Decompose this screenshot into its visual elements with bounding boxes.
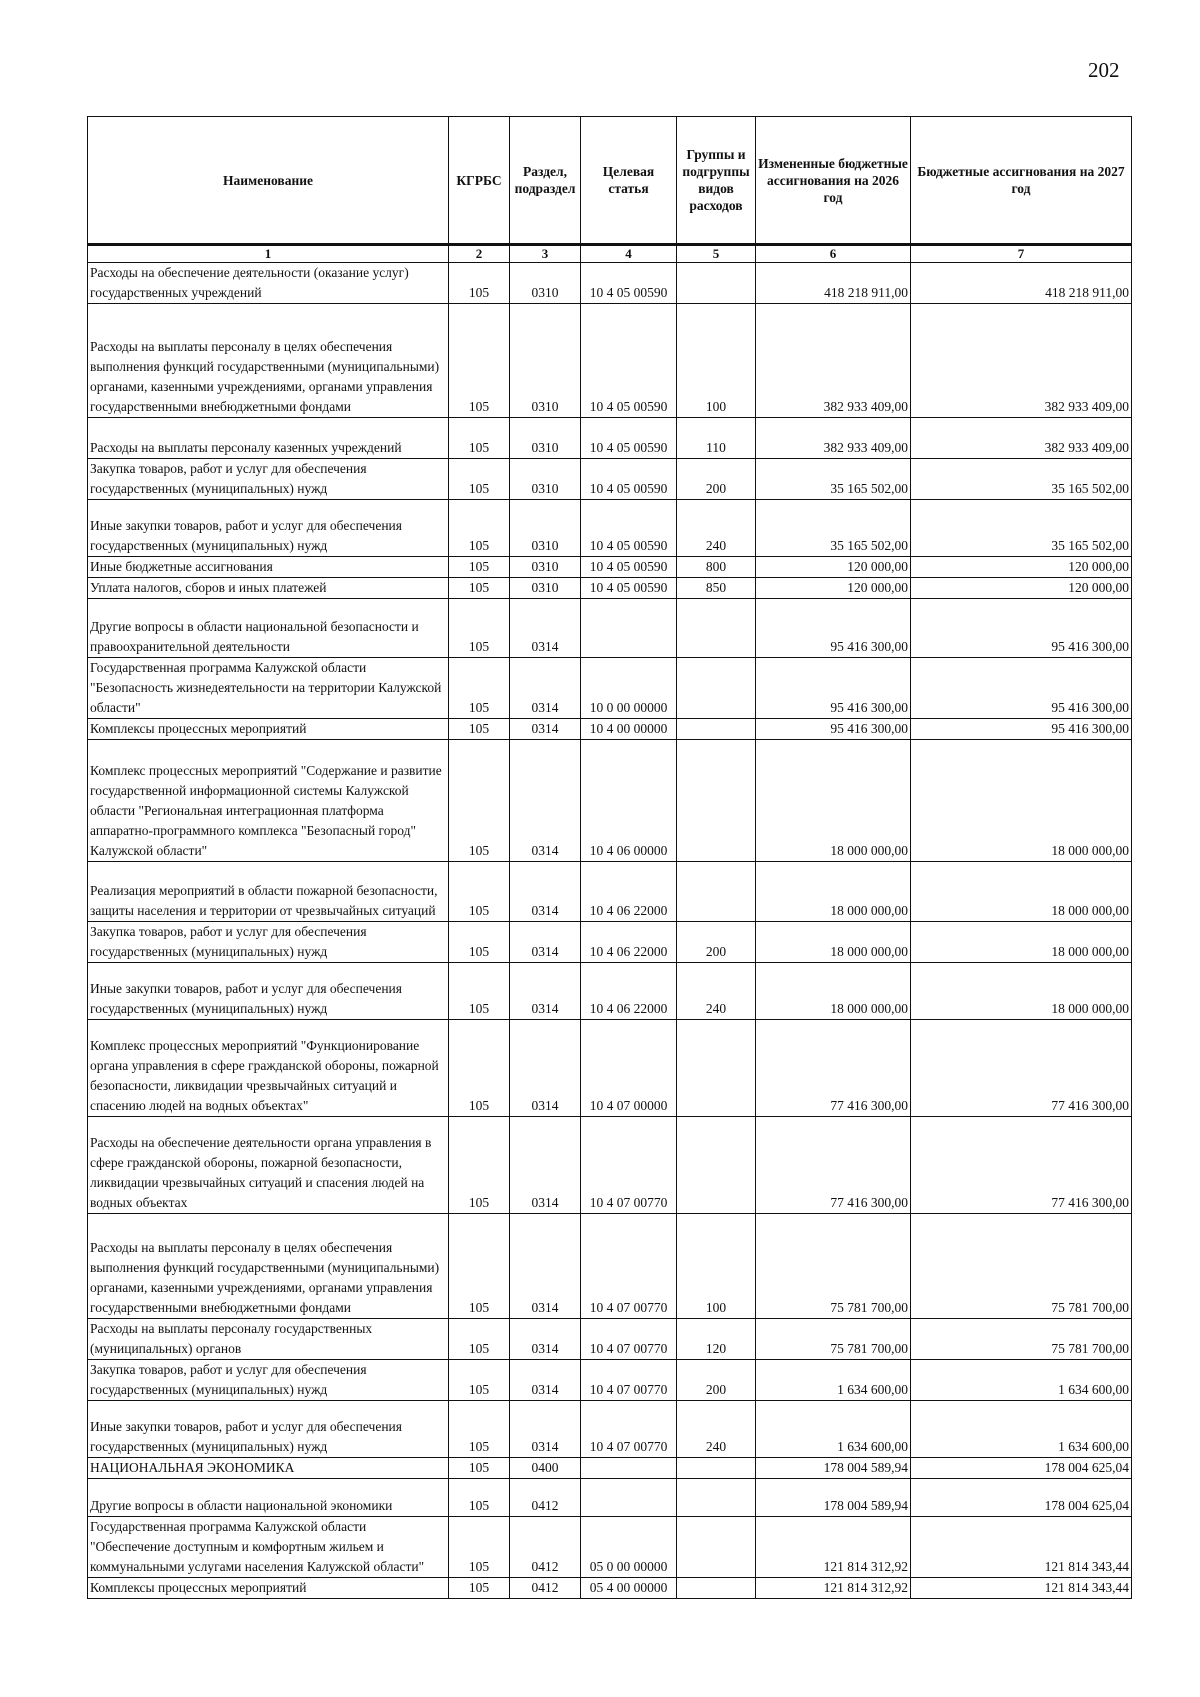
table-row bbox=[88, 500, 1132, 557]
table-row bbox=[88, 1578, 1132, 1599]
row-razdel: 0314 bbox=[510, 922, 581, 963]
row-kgrbs: 105 bbox=[449, 1360, 510, 1401]
row-vid bbox=[677, 658, 756, 719]
row-kgrbs: 105 bbox=[449, 557, 510, 578]
row-kgrbs: 105 bbox=[449, 1401, 510, 1458]
row-vid: 240 bbox=[677, 500, 756, 557]
row-celevaya: 05 4 00 00000 bbox=[581, 1578, 677, 1599]
header-celevaya: Целевая статья bbox=[581, 117, 677, 245]
row-celevaya: 10 4 05 00590 bbox=[581, 578, 677, 599]
row-sum2027: 1 634 600,00 bbox=[911, 1360, 1132, 1401]
row-celevaya: 10 4 07 00770 bbox=[581, 1214, 677, 1319]
row-name: Комплекс процессных мероприятий "Содержание и развитие государственной информационной системы Калужской области "Региональная интеграционная платформа аппаратно-программного комплекса "Безопасный город" Калужской области" bbox=[88, 740, 449, 862]
row-name: Закупка товаров, работ и услуг для обеспечения государственных (муниципальных) нужд bbox=[88, 1360, 449, 1401]
table-row bbox=[88, 1319, 1132, 1360]
row-name: Расходы на обеспечение деятельности (оказание услуг) государственных учреждений bbox=[88, 263, 449, 304]
row-celevaya: 10 4 05 00590 bbox=[581, 557, 677, 578]
row-razdel: 0314 bbox=[510, 862, 581, 922]
table-row bbox=[88, 1517, 1132, 1578]
row-sum2026: 120 000,00 bbox=[756, 578, 911, 599]
row-sum2026: 178 004 589,94 bbox=[756, 1479, 911, 1517]
row-razdel: 0412 bbox=[510, 1517, 581, 1578]
header-vid: Группы и подгруппы видов расходов bbox=[677, 117, 756, 245]
row-razdel: 0412 bbox=[510, 1578, 581, 1599]
row-razdel: 0314 bbox=[510, 599, 581, 658]
column-number: 1 bbox=[88, 245, 449, 263]
row-kgrbs: 105 bbox=[449, 963, 510, 1020]
row-sum2027: 95 416 300,00 bbox=[911, 599, 1132, 658]
row-vid bbox=[677, 719, 756, 740]
row-vid: 100 bbox=[677, 1214, 756, 1319]
row-vid bbox=[677, 599, 756, 658]
table-row bbox=[88, 1020, 1132, 1117]
row-sum2027: 18 000 000,00 bbox=[911, 963, 1132, 1020]
row-razdel: 0412 bbox=[510, 1479, 581, 1517]
row-razdel: 0310 bbox=[510, 263, 581, 304]
column-number: 3 bbox=[510, 245, 581, 263]
row-vid bbox=[677, 740, 756, 862]
row-razdel: 0314 bbox=[510, 740, 581, 862]
header-row bbox=[88, 117, 1132, 245]
row-razdel: 0310 bbox=[510, 557, 581, 578]
row-name: Иные закупки товаров, работ и услуг для обеспечения государственных (муниципальных) нужд bbox=[88, 963, 449, 1020]
row-kgrbs: 105 bbox=[449, 1214, 510, 1319]
row-sum2027: 77 416 300,00 bbox=[911, 1117, 1132, 1214]
row-vid bbox=[677, 1458, 756, 1479]
header-razdel: Раздел, подраздел bbox=[510, 117, 581, 245]
row-sum2026: 18 000 000,00 bbox=[756, 963, 911, 1020]
table-row bbox=[88, 1479, 1132, 1517]
row-celevaya bbox=[581, 1479, 677, 1517]
table-row bbox=[88, 922, 1132, 963]
row-sum2026: 75 781 700,00 bbox=[756, 1319, 911, 1360]
row-kgrbs: 105 bbox=[449, 1117, 510, 1214]
row-celevaya: 10 4 05 00590 bbox=[581, 304, 677, 418]
row-razdel: 0310 bbox=[510, 500, 581, 557]
row-vid bbox=[677, 263, 756, 304]
row-name: Иные закупки товаров, работ и услуг для обеспечения государственных (муниципальных) нужд bbox=[88, 500, 449, 557]
row-razdel: 0314 bbox=[510, 1401, 581, 1458]
row-sum2027: 75 781 700,00 bbox=[911, 1319, 1132, 1360]
row-name: Государственная программа Калужской области "Безопасность жизнедеятельности на территории Калужской области" bbox=[88, 658, 449, 719]
row-razdel: 0314 bbox=[510, 1214, 581, 1319]
page-number: 202 bbox=[1088, 58, 1120, 82]
row-razdel: 0314 bbox=[510, 1020, 581, 1117]
row-celevaya: 10 4 05 00590 bbox=[581, 263, 677, 304]
header-name: Наименование bbox=[88, 117, 449, 245]
row-sum2027: 121 814 343,44 bbox=[911, 1578, 1132, 1599]
row-vid: 850 bbox=[677, 578, 756, 599]
row-sum2027: 120 000,00 bbox=[911, 578, 1132, 599]
column-number: 6 bbox=[756, 245, 911, 263]
row-celevaya: 10 4 06 00000 bbox=[581, 740, 677, 862]
row-celevaya: 10 4 05 00590 bbox=[581, 459, 677, 500]
row-celevaya: 10 4 00 00000 bbox=[581, 719, 677, 740]
row-celevaya: 10 4 07 00770 bbox=[581, 1401, 677, 1458]
row-name: Иные закупки товаров, работ и услуг для обеспечения государственных (муниципальных) нужд bbox=[88, 1401, 449, 1458]
row-vid bbox=[677, 862, 756, 922]
column-number: 7 bbox=[911, 245, 1132, 263]
row-vid bbox=[677, 1020, 756, 1117]
row-razdel: 0314 bbox=[510, 719, 581, 740]
row-name: Реализация мероприятий в области пожарной безопасности, защиты населения и территории от чрезвычайных ситуаций bbox=[88, 862, 449, 922]
table-row bbox=[88, 1214, 1132, 1319]
row-name: Комплексы процессных мероприятий bbox=[88, 1578, 449, 1599]
row-razdel: 0400 bbox=[510, 1458, 581, 1479]
header-kgrbs: КГРБС bbox=[449, 117, 510, 245]
row-vid bbox=[677, 1117, 756, 1214]
row-kgrbs: 105 bbox=[449, 459, 510, 500]
row-kgrbs: 105 bbox=[449, 304, 510, 418]
row-name: Закупка товаров, работ и услуг для обеспечения государственных (муниципальных) нужд bbox=[88, 922, 449, 963]
column-number-row bbox=[88, 245, 1132, 263]
row-sum2027: 35 165 502,00 bbox=[911, 500, 1132, 557]
row-sum2026: 75 781 700,00 bbox=[756, 1214, 911, 1319]
row-sum2026: 95 416 300,00 bbox=[756, 599, 911, 658]
row-sum2027: 120 000,00 bbox=[911, 557, 1132, 578]
row-kgrbs: 105 bbox=[449, 1458, 510, 1479]
table-body bbox=[88, 263, 1132, 1599]
row-kgrbs: 105 bbox=[449, 922, 510, 963]
row-sum2026: 95 416 300,00 bbox=[756, 658, 911, 719]
table-row bbox=[88, 459, 1132, 500]
row-sum2026: 121 814 312,92 bbox=[756, 1578, 911, 1599]
row-celevaya: 10 4 05 00590 bbox=[581, 418, 677, 459]
row-sum2026: 77 416 300,00 bbox=[756, 1117, 911, 1214]
row-sum2027: 18 000 000,00 bbox=[911, 922, 1132, 963]
row-celevaya: 10 4 06 22000 bbox=[581, 862, 677, 922]
row-razdel: 0310 bbox=[510, 418, 581, 459]
row-vid bbox=[677, 1479, 756, 1517]
row-sum2027: 18 000 000,00 bbox=[911, 862, 1132, 922]
row-kgrbs: 105 bbox=[449, 578, 510, 599]
row-name: Комплекс процессных мероприятий "Функционирование органа управления в сфере гражданской обороны, пожарной безопасности, ликвидации чрезвычайных ситуаций и спасению людей на водных объектах" bbox=[88, 1020, 449, 1117]
table-row bbox=[88, 862, 1132, 922]
row-kgrbs: 105 bbox=[449, 1479, 510, 1517]
table-row bbox=[88, 658, 1132, 719]
row-name: Уплата налогов, сборов и иных платежей bbox=[88, 578, 449, 599]
row-name: Расходы на обеспечение деятельности органа управления в сфере гражданской обороны, пожарной безопасности, ликвидации чрезвычайных ситуаций и спасения людей на водных объектах bbox=[88, 1117, 449, 1214]
row-sum2026: 77 416 300,00 bbox=[756, 1020, 911, 1117]
row-kgrbs: 105 bbox=[449, 862, 510, 922]
row-sum2026: 178 004 589,94 bbox=[756, 1458, 911, 1479]
row-sum2026: 1 634 600,00 bbox=[756, 1401, 911, 1458]
row-sum2027: 178 004 625,04 bbox=[911, 1458, 1132, 1479]
row-vid bbox=[677, 1517, 756, 1578]
row-razdel: 0314 bbox=[510, 1360, 581, 1401]
table-row bbox=[88, 304, 1132, 418]
row-vid: 200 bbox=[677, 459, 756, 500]
table-row bbox=[88, 263, 1132, 304]
row-kgrbs: 105 bbox=[449, 1517, 510, 1578]
row-celevaya: 10 4 06 22000 bbox=[581, 963, 677, 1020]
table-row bbox=[88, 740, 1132, 862]
row-kgrbs: 105 bbox=[449, 740, 510, 862]
row-celevaya: 10 0 00 00000 bbox=[581, 658, 677, 719]
row-vid: 100 bbox=[677, 304, 756, 418]
row-sum2026: 382 933 409,00 bbox=[756, 418, 911, 459]
column-number: 2 bbox=[449, 245, 510, 263]
row-sum2026: 121 814 312,92 bbox=[756, 1517, 911, 1578]
row-vid: 110 bbox=[677, 418, 756, 459]
row-vid: 120 bbox=[677, 1319, 756, 1360]
row-celevaya: 10 4 07 00000 bbox=[581, 1020, 677, 1117]
row-name: НАЦИОНАЛЬНАЯ ЭКОНОМИКА bbox=[88, 1458, 449, 1479]
row-sum2027: 77 416 300,00 bbox=[911, 1020, 1132, 1117]
row-vid: 240 bbox=[677, 963, 756, 1020]
row-name: Расходы на выплаты персоналу государственных (муниципальных) органов bbox=[88, 1319, 449, 1360]
row-sum2026: 95 416 300,00 bbox=[756, 719, 911, 740]
row-name: Расходы на выплаты персоналу казенных учреждений bbox=[88, 418, 449, 459]
table-row bbox=[88, 719, 1132, 740]
column-number: 4 bbox=[581, 245, 677, 263]
row-sum2026: 120 000,00 bbox=[756, 557, 911, 578]
row-vid: 240 bbox=[677, 1401, 756, 1458]
budget-table bbox=[87, 116, 1132, 1599]
row-sum2026: 35 165 502,00 bbox=[756, 500, 911, 557]
row-razdel: 0314 bbox=[510, 1319, 581, 1360]
row-name: Государственная программа Калужской области "Обеспечение доступным и комфортным жильем и коммунальными услугами населения Калужской области" bbox=[88, 1517, 449, 1578]
row-razdel: 0310 bbox=[510, 578, 581, 599]
header-sum2027: Бюджетные ассигнования на 2027 год bbox=[911, 117, 1132, 245]
row-sum2027: 95 416 300,00 bbox=[911, 719, 1132, 740]
row-kgrbs: 105 bbox=[449, 1319, 510, 1360]
row-sum2026: 1 634 600,00 bbox=[756, 1360, 911, 1401]
row-sum2026: 18 000 000,00 bbox=[756, 862, 911, 922]
row-name: Расходы на выплаты персоналу в целях обеспечения выполнения функций государственными (муниципальными) органами, казенными учреждениями, органами управления государственными внебюджетными фондами bbox=[88, 1214, 449, 1319]
row-kgrbs: 105 bbox=[449, 719, 510, 740]
row-kgrbs: 105 bbox=[449, 263, 510, 304]
row-kgrbs: 105 bbox=[449, 1578, 510, 1599]
table-row bbox=[88, 578, 1132, 599]
row-razdel: 0314 bbox=[510, 1117, 581, 1214]
row-sum2026: 18 000 000,00 bbox=[756, 922, 911, 963]
row-kgrbs: 105 bbox=[449, 500, 510, 557]
table-row bbox=[88, 963, 1132, 1020]
row-celevaya: 10 4 07 00770 bbox=[581, 1117, 677, 1214]
table-row bbox=[88, 1458, 1132, 1479]
row-vid bbox=[677, 1578, 756, 1599]
row-celevaya bbox=[581, 1458, 677, 1479]
column-number: 5 bbox=[677, 245, 756, 263]
row-razdel: 0314 bbox=[510, 963, 581, 1020]
row-vid: 200 bbox=[677, 922, 756, 963]
row-celevaya: 10 4 07 00770 bbox=[581, 1360, 677, 1401]
row-celevaya: 10 4 07 00770 bbox=[581, 1319, 677, 1360]
table-row bbox=[88, 599, 1132, 658]
table-row bbox=[88, 1401, 1132, 1458]
row-sum2026: 418 218 911,00 bbox=[756, 263, 911, 304]
row-sum2026: 18 000 000,00 bbox=[756, 740, 911, 862]
row-sum2027: 35 165 502,00 bbox=[911, 459, 1132, 500]
row-sum2027: 75 781 700,00 bbox=[911, 1214, 1132, 1319]
row-sum2027: 178 004 625,04 bbox=[911, 1479, 1132, 1517]
row-sum2027: 121 814 343,44 bbox=[911, 1517, 1132, 1578]
row-razdel: 0310 bbox=[510, 304, 581, 418]
row-kgrbs: 105 bbox=[449, 1020, 510, 1117]
row-sum2026: 382 933 409,00 bbox=[756, 304, 911, 418]
table-row bbox=[88, 418, 1132, 459]
row-razdel: 0314 bbox=[510, 658, 581, 719]
row-name: Расходы на выплаты персоналу в целях обеспечения выполнения функций государственными (муниципальными) органами, казенными учреждениями, органами управления государственными внебюджетными фондами bbox=[88, 304, 449, 418]
row-sum2027: 382 933 409,00 bbox=[911, 304, 1132, 418]
row-name: Закупка товаров, работ и услуг для обеспечения государственных (муниципальных) нужд bbox=[88, 459, 449, 500]
row-sum2027: 18 000 000,00 bbox=[911, 740, 1132, 862]
row-vid: 200 bbox=[677, 1360, 756, 1401]
table-row bbox=[88, 1360, 1132, 1401]
row-sum2027: 95 416 300,00 bbox=[911, 658, 1132, 719]
row-kgrbs: 105 bbox=[449, 418, 510, 459]
header-sum2026: Измененные бюджетные ассигнования на 2026 год bbox=[756, 117, 911, 245]
row-celevaya: 10 4 06 22000 bbox=[581, 922, 677, 963]
row-celevaya bbox=[581, 599, 677, 658]
row-sum2027: 382 933 409,00 bbox=[911, 418, 1132, 459]
table-row bbox=[88, 1117, 1132, 1214]
row-name: Иные бюджетные ассигнования bbox=[88, 557, 449, 578]
row-sum2026: 35 165 502,00 bbox=[756, 459, 911, 500]
row-sum2027: 418 218 911,00 bbox=[911, 263, 1132, 304]
row-celevaya: 10 4 05 00590 bbox=[581, 500, 677, 557]
row-kgrbs: 105 bbox=[449, 658, 510, 719]
row-sum2027: 1 634 600,00 bbox=[911, 1401, 1132, 1458]
table-row bbox=[88, 557, 1132, 578]
row-vid: 800 bbox=[677, 557, 756, 578]
row-name: Другие вопросы в области национальной безопасности и правоохранительной деятельности bbox=[88, 599, 449, 658]
row-name: Комплексы процессных мероприятий bbox=[88, 719, 449, 740]
row-kgrbs: 105 bbox=[449, 599, 510, 658]
row-name: Другие вопросы в области национальной экономики bbox=[88, 1479, 449, 1517]
row-razdel: 0310 bbox=[510, 459, 581, 500]
row-celevaya: 05 0 00 00000 bbox=[581, 1517, 677, 1578]
